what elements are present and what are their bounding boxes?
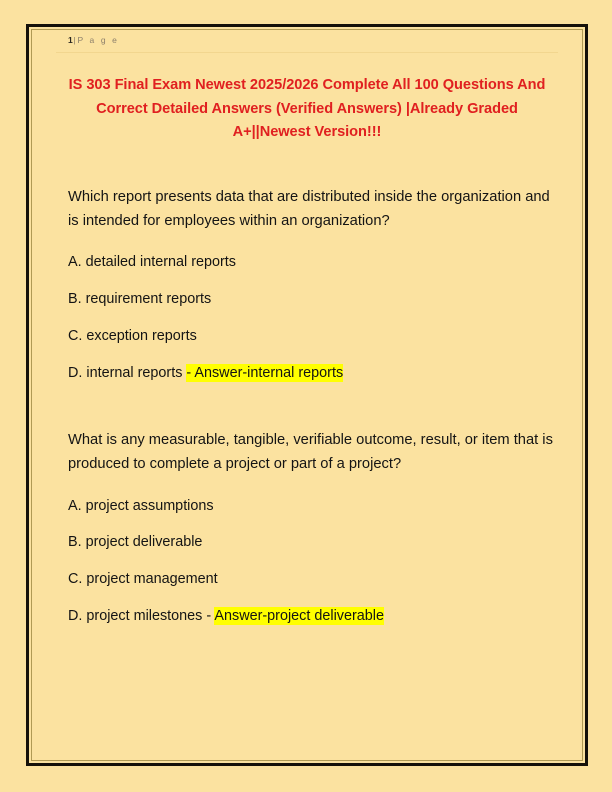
option-text: project deliverable — [85, 534, 203, 551]
option-text: requirement reports — [85, 291, 212, 308]
option-text: project management — [86, 571, 218, 588]
option-text: exception reports — [86, 327, 197, 344]
option-label: A. — [68, 497, 82, 514]
option-label: B. — [68, 534, 82, 551]
option-text: project milestones - — [86, 607, 215, 624]
option-text: detailed internal reports — [85, 254, 237, 271]
answer-highlight: - Answer-internal reports — [186, 364, 344, 381]
answer-highlight: Answer-project deliverable — [214, 607, 384, 624]
option-list — [68, 497, 557, 626]
header-separator: | — [73, 35, 78, 45]
option-label: C. — [68, 571, 83, 588]
page-label: P a g e — [77, 35, 119, 45]
option-label: D. — [68, 364, 83, 381]
option-item[interactable] — [68, 327, 557, 346]
option-item-answer[interactable] — [68, 364, 557, 383]
option-item[interactable] — [68, 497, 557, 516]
option-label: D. — [68, 607, 83, 624]
page-number: 1 — [68, 35, 74, 45]
option-label: C. — [68, 327, 83, 344]
option-text: project assumptions — [85, 497, 214, 514]
option-label: B. — [68, 291, 82, 308]
option-list — [68, 253, 557, 382]
option-item[interactable] — [68, 570, 557, 589]
header-divider — [56, 52, 558, 53]
running-header — [39, 30, 575, 45]
question-block-1 — [68, 186, 557, 382]
question-prompt: Which report presents data that are distributed inside the organization and is intended for employees within an organization? — [68, 189, 550, 229]
document-title: IS 303 Final Exam Newest 2025/2026 Complete All 100 Questions And Correct Detailed Answers (Verified Answers) |Already Graded A+||Newest Version!!! — [68, 77, 546, 141]
question-block-2 — [68, 429, 557, 625]
question-prompt: What is any measurable, tangible, verifiable outcome, result, or item that is produced to complete a project or part of a project? — [68, 432, 553, 472]
option-item[interactable] — [68, 290, 557, 309]
option-item[interactable] — [68, 533, 557, 552]
option-label: A. — [68, 254, 82, 271]
page-content — [39, 30, 575, 758]
option-text: internal reports — [86, 364, 187, 381]
option-item[interactable] — [68, 253, 557, 272]
option-item-answer[interactable] — [68, 607, 557, 626]
